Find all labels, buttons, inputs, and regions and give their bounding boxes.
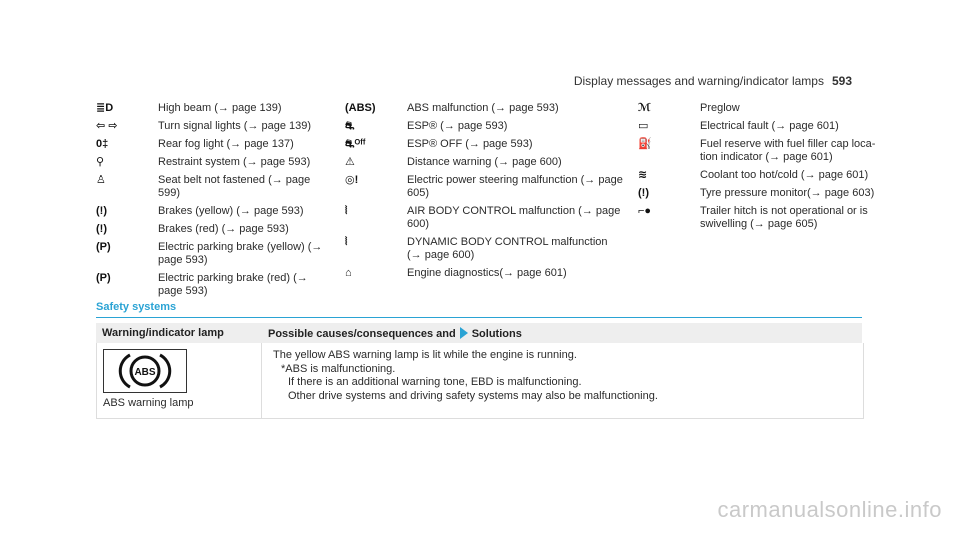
dynamic-body-control-icon: ⦚	[345, 236, 348, 248]
indicator-entry	[96, 120, 326, 133]
indicator-entry	[345, 205, 625, 231]
description-line: Other drive systems and driving safety systems may also be malfunctioning.	[288, 389, 658, 402]
indicator-entry	[345, 236, 625, 262]
preglow-icon: ℳ	[638, 102, 652, 114]
indicator-column-3	[638, 102, 878, 236]
table-header	[96, 323, 862, 343]
abs-icon-text: ABS	[134, 367, 156, 378]
indicator-text: ESP® OFF (→ page 593)	[407, 138, 533, 150]
indicator-text: Electric parking brake (red) (→ page 593)	[158, 272, 308, 297]
engine-diagnostics-icon: ⌂	[345, 267, 352, 279]
parking-brake-yellow-icon: (P)	[96, 241, 111, 253]
coolant-icon: ≋	[638, 169, 648, 181]
high-beam-icon: ≣D	[96, 102, 114, 114]
lamp-label: ABS warning lamp	[103, 397, 194, 409]
trailer-hitch-icon: ⌐●	[638, 205, 652, 217]
column-header-solutions-text: Solutions	[471, 328, 522, 340]
indicator-entry	[638, 102, 878, 115]
abs-icon: (ABS)	[345, 102, 376, 114]
rear-fog-light-icon: 0‡	[96, 138, 109, 150]
indicator-text: Brakes (red) (→ page 593)	[158, 223, 289, 235]
description-line: *ABS is malfunctioning.	[281, 362, 396, 375]
brakes-yellow-icon: (!)	[96, 205, 107, 217]
indicator-column-1	[96, 102, 326, 303]
indicator-text: ESP® (→ page 593)	[407, 120, 508, 132]
brakes-red-icon: (!)	[96, 223, 107, 235]
fuel-reserve-icon: ⛽	[638, 138, 652, 150]
indicator-text: AIR BODY CONTROL malfunction (→ page 600)	[407, 205, 621, 230]
indicator-entry	[638, 187, 878, 200]
indicator-text: Seat belt not fastened (→ page 599)	[158, 174, 311, 199]
causes-description	[273, 349, 658, 403]
arrow-right-icon	[460, 327, 468, 339]
indicator-text: Restraint system (→ page 593)	[158, 156, 311, 168]
indicator-text: Brakes (yellow) (→ page 593)	[158, 205, 304, 217]
turn-signal-icon: ⇦ ⇨	[96, 120, 118, 132]
description-line: The yellow ABS warning lamp is lit while the engine is running.	[273, 349, 577, 361]
section-title: Safety systems	[96, 301, 177, 313]
indicator-entry	[638, 120, 878, 133]
tyre-pressure-icon: (!)	[638, 187, 649, 199]
indicator-text: DYNAMIC BODY CONTROL malfunction (→ page 600)	[407, 236, 608, 261]
indicator-text: Engine diagnostics(→ page 601)	[407, 267, 567, 279]
watermark-logo: carmanualsonline.info	[717, 497, 942, 522]
indicator-entry	[96, 272, 326, 298]
page-number: 593	[831, 74, 852, 88]
esp-icon: ⛐	[345, 120, 355, 132]
electrical-fault-icon: ▭	[638, 120, 649, 132]
restraint-system-icon: ⚲	[96, 156, 105, 168]
indicator-text: High beam (→ page 139)	[158, 102, 282, 114]
indicator-text: Tyre pressure monitor(→ page 603)	[700, 187, 875, 199]
table-row	[96, 343, 864, 419]
indicator-text: Electric power steering malfunction (→ page 605)	[407, 174, 623, 199]
indicator-entry	[638, 138, 878, 164]
indicator-column-2	[345, 102, 625, 285]
indicator-entry	[345, 138, 625, 151]
indicator-text: Distance warning (→ page 600)	[407, 156, 562, 168]
indicator-text: Rear fog light (→ page 137)	[158, 138, 294, 150]
indicator-entry	[345, 120, 625, 133]
indicator-entry	[345, 267, 625, 280]
indicator-text: Coolant too hot/cold (→ page 601)	[700, 169, 869, 181]
indicator-entry	[96, 241, 326, 267]
esp-off-icon: ⛐ᴼᶠᶠ	[345, 138, 366, 150]
indicator-entry	[345, 174, 625, 200]
indicator-entry	[638, 205, 878, 231]
indicator-text: Turn signal lights (→ page 139)	[158, 120, 312, 132]
indicator-text: Electric parking brake (yellow) (→ page 593)	[158, 241, 323, 266]
indicator-entry	[96, 138, 326, 151]
column-header-causes	[268, 327, 522, 340]
parking-brake-red-icon: (P)	[96, 272, 111, 284]
indicator-entry	[638, 169, 878, 182]
abs-warning-lamp-icon	[103, 349, 187, 393]
header-title: Display messages and warning/indicator lamps	[573, 74, 824, 88]
indicator-entry	[96, 102, 326, 115]
indicator-entry	[96, 156, 326, 169]
distance-warning-icon: ⚠	[345, 156, 355, 168]
air-body-control-icon: ⦚	[345, 205, 348, 217]
indicator-text: ABS malfunction (→ page 593)	[407, 102, 559, 114]
column-header-lamp: Warning/indicator lamp	[102, 327, 224, 339]
power-steering-icon: ◎!	[345, 174, 359, 186]
indicator-entry	[96, 223, 326, 236]
indicator-entry	[96, 205, 326, 218]
page-header	[574, 74, 852, 88]
indicator-entry	[96, 174, 326, 200]
section-divider	[96, 317, 862, 318]
indicator-text: Preglow	[700, 102, 740, 114]
indicator-text: Electrical fault (→ page 601)	[700, 120, 839, 132]
indicator-text: Trailer hitch is not operational or is swivelling (→ page 605)	[700, 205, 868, 230]
column-header-causes-text: Possible causes/consequences and	[268, 328, 456, 340]
indicator-text: Fuel reserve with fuel filler cap location indicator (→ page 601)	[700, 138, 876, 163]
indicator-entry	[345, 156, 625, 169]
column-divider	[261, 343, 262, 418]
description-line: If there is an additional warning tone, EBD is malfunctioning.	[288, 376, 582, 388]
seat-belt-icon: ♙	[96, 174, 106, 186]
indicator-entry	[345, 102, 625, 115]
